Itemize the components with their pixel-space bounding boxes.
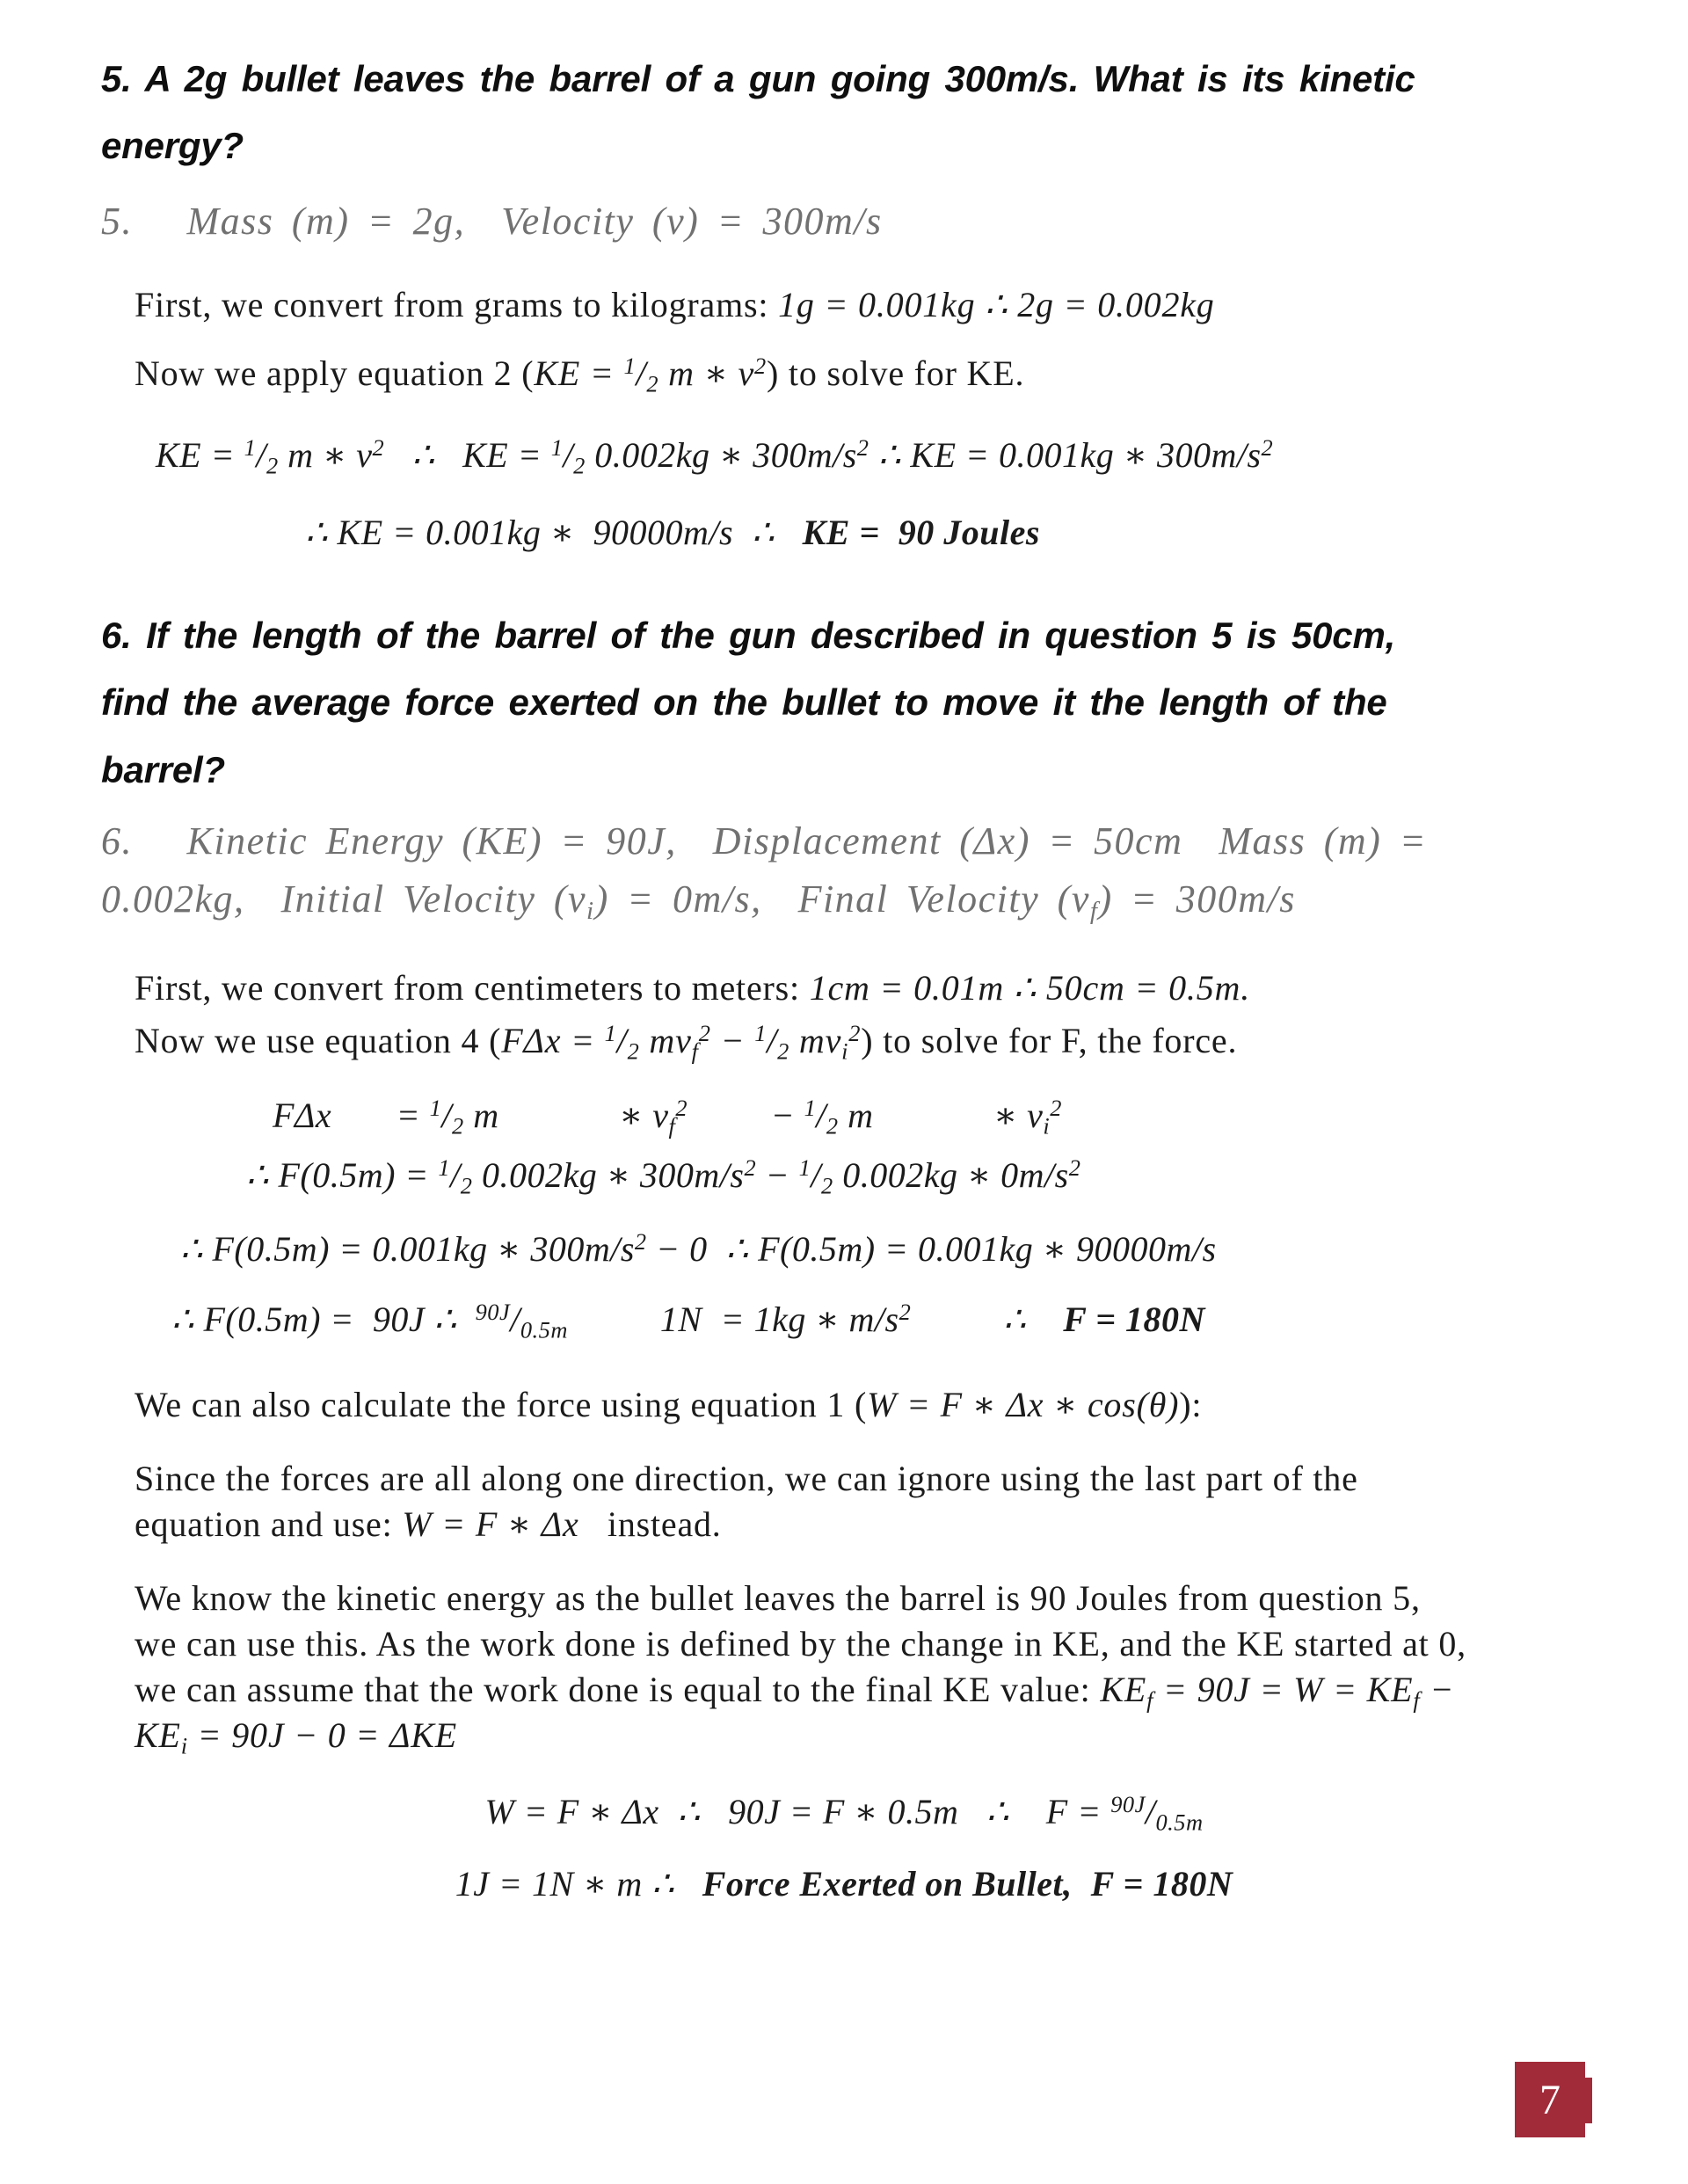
q6-alternative-method-paragraph: We can also calculate the force using equation 1 (W = F ∗ Δx ∗ cos(θ)): — [135, 1385, 1203, 1425]
q6-work-equation: W = F ∗ Δx ∴ 90J = F ∗ 0.5m ∴ $F = ^{90J}/_{0.5m}$ — [484, 1791, 1204, 1836]
question-5-heading: 5. A 2g bullet leaves the barrel of a gun going 300m/s. What is its kinetic energy? — [101, 58, 1430, 167]
q6-convert-paragraph: First, we convert from centimeters to meters: 1cm = 0.01m ∴ 50cm = 0.5m. — [135, 968, 1250, 1008]
page-number-badge — [1515, 2062, 1585, 2137]
question-6-given-values: 6. Kinetic Energy (KE) = 90J, Displacement (Δx) = 50cm Mass (m) = 0.002kg, Initial Velocity $(v_i) = 0m/s$, Final Velocity $(v_f) = 300m/s$ — [101, 819, 1445, 926]
q5-ke-result-equation: ∴ KE = 0.001kg ∗ 90000m/s ∴ KE = 90 Joules — [305, 512, 1040, 552]
q5-convert-paragraph: First, we convert from grams to kilograms: 1g = 0.001kg ∴ 2g = 0.002kg — [135, 284, 1215, 324]
q6-expanded-equation: FΔx = $^1/_2$ m ∗ $v_f^2$ − $^1/_2$ m ∗ $v_i^2$ — [273, 1095, 1062, 1139]
q6-simplified-equation: ∴ F(0.5m) = 0.001kg ∗ $300m/s^2 - 0$ ∴ F(0.5m) = 0.001kg ∗ 90000m/s — [180, 1228, 1217, 1270]
q6-direction-paragraph: Since the forces are all along one direction, we can ignore using the last part of the equation and use: W = F ∗ Δx instead. — [135, 1459, 1368, 1545]
q5-ke-expansion-equation: KE = $^1/_2$ m ∗ $v^2$ ∴ KE = $^1/_2$ 0.002kg ∗ $300m/s^2$ ∴ KE = 0.001kg ∗ $300m/s^2$ — [156, 433, 1274, 479]
q6-substitution-equation: ∴ $F(0.5m) = ^1/_2$ 0.002kg ∗ $300m/s^2 - ^1/_2$ 0.002kg ∗ $0m/s^2$ — [246, 1154, 1081, 1199]
q5-apply-equation-paragraph: Now we apply equation 2 ($KE = ^1/_2$ m ∗ $v^2$) to solve for KE. — [135, 352, 1025, 397]
question-5-given-values: 5. Mass (m) = 2g, Velocity (v) = 300m/s — [101, 199, 883, 243]
q6-force-result-equation: ∴ F(0.5m) = 90J ∴ $^{90J}/_{0.5m}$ 1N = 1kg ∗ $m/s^2$ ∴ F = 180N — [171, 1299, 1205, 1343]
question-6-heading: 6. If the length of the barrel of the gun described in question 5 is 50cm, find the average force exerted on the bullet to move it the length of the barrel? — [101, 614, 1410, 790]
q6-final-answer-equation: 1J = 1N ∗ m ∴ Force Exerted on Bullet, F = 180N — [455, 1864, 1233, 1904]
page-number: 7 — [1539, 2076, 1561, 2123]
q6-kinetic-energy-paragraph: We know the kinetic energy as the bullet leaves the barrel is 90 Joules from question 5, we can use this. As the work done is defined by the change in KE, and the KE started at 0, we can assume that the work done is equal to the final KE value: $KE_f = 90J = W = KE_f - KE_i = 90J - 0 = \Delta KE$ — [135, 1578, 1476, 1759]
page-number-badge-tab — [1585, 2078, 1592, 2123]
q6-equation4-paragraph: Now we use equation 4 ($F\Delta x = ^1/_2$ $mv_f^2 - ^1/_2$ $mv_i^2$) to solve for F, the force. — [135, 1020, 1238, 1065]
